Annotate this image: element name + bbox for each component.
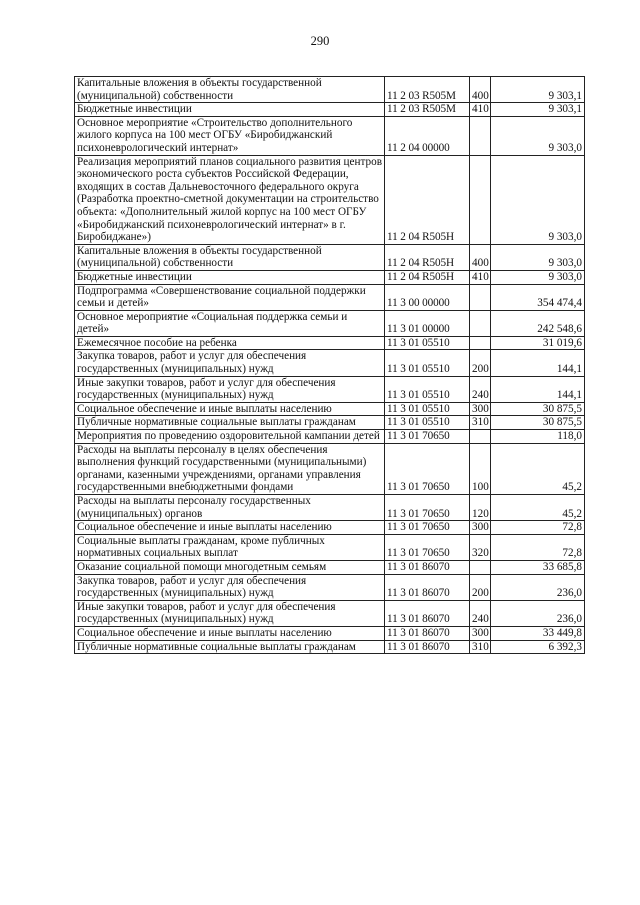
- row-expense-type-cell: [470, 284, 491, 310]
- row-code-cell: 11 2 03 R505M: [385, 103, 470, 117]
- row-expense-type-cell: [470, 155, 491, 244]
- row-code-cell: 11 3 01 05510: [385, 416, 470, 430]
- row-expense-type-cell: 310: [470, 640, 491, 654]
- row-amount-cell: 6 392,3: [491, 640, 585, 654]
- row-expense-type-cell: [470, 116, 491, 155]
- row-expense-type-cell: 200: [470, 350, 491, 376]
- row-name-cell: Социальное обеспечение и иные выплаты населению: [75, 521, 385, 535]
- row-name-cell: Капитальные вложения в объекты государственной (муниципальной) собственности: [75, 244, 385, 270]
- row-name-cell: Расходы на выплаты персоналу в целях обеспечения выполнения функций государственными (муниципальными) органами, казенными учреждениями, органами управления государственными внебюджетными фондами: [75, 443, 385, 494]
- row-name-cell: Мероприятия по проведению оздоровительной кампании детей: [75, 430, 385, 444]
- row-code-cell: 11 3 01 05510: [385, 376, 470, 402]
- table-row: [75, 534, 585, 560]
- row-expense-type-cell: 300: [470, 521, 491, 535]
- row-name-cell: Ежемесячное пособие на ребенка: [75, 336, 385, 350]
- table-row: [75, 155, 585, 244]
- row-expense-type-cell: 400: [470, 244, 491, 270]
- row-expense-type-cell: 410: [470, 103, 491, 117]
- row-amount-cell: 236,0: [491, 574, 585, 600]
- row-code-cell: 11 3 01 05510: [385, 402, 470, 416]
- row-code-cell: 11 3 01 86070: [385, 626, 470, 640]
- row-amount-cell: 45,2: [491, 495, 585, 521]
- row-amount-cell: 30 875,5: [491, 416, 585, 430]
- row-code-cell: 11 2 03 R505M: [385, 77, 470, 103]
- table-row: [75, 626, 585, 640]
- row-name-cell: Социальное обеспечение и иные выплаты населению: [75, 626, 385, 640]
- row-amount-cell: 31 019,6: [491, 336, 585, 350]
- table-row: [75, 116, 585, 155]
- table-row: [75, 521, 585, 535]
- row-expense-type-cell: 400: [470, 77, 491, 103]
- row-amount-cell: 118,0: [491, 430, 585, 444]
- row-amount-cell: 9 303,0: [491, 155, 585, 244]
- row-code-cell: 11 3 01 86070: [385, 560, 470, 574]
- row-expense-type-cell: [470, 336, 491, 350]
- row-expense-type-cell: 310: [470, 416, 491, 430]
- row-amount-cell: 9 303,0: [491, 244, 585, 270]
- row-amount-cell: 33 449,8: [491, 626, 585, 640]
- row-expense-type-cell: 300: [470, 402, 491, 416]
- budget-table: [74, 76, 585, 654]
- row-amount-cell: 30 875,5: [491, 402, 585, 416]
- table-row: [75, 430, 585, 444]
- row-name-cell: Реализация мероприятий планов социального развития центров экономического роста субъектов Российской Федерации, входящих в состав Дальневосточного федерального округа (Разработка проектно-сметной документации на строительство объекта: «Дополнительный жилой корпус на 100 мест ОГБУ «Биробиджанский психоневрологический интернат» в г. Биробиджане»): [75, 155, 385, 244]
- row-expense-type-cell: [470, 430, 491, 444]
- table-row: [75, 443, 585, 494]
- table-row: [75, 640, 585, 654]
- row-amount-cell: 72,8: [491, 534, 585, 560]
- row-code-cell: 11 2 04 R505H: [385, 155, 470, 244]
- row-expense-type-cell: 200: [470, 574, 491, 600]
- row-expense-type-cell: 300: [470, 626, 491, 640]
- row-name-cell: Бюджетные инвестиции: [75, 270, 385, 284]
- row-amount-cell: 9 303,0: [491, 270, 585, 284]
- row-name-cell: Социальное обеспечение и иные выплаты населению: [75, 402, 385, 416]
- budget-table-body: [75, 77, 585, 654]
- row-amount-cell: 144,1: [491, 376, 585, 402]
- row-code-cell: 11 3 01 86070: [385, 640, 470, 654]
- row-name-cell: Публичные нормативные социальные выплаты гражданам: [75, 416, 385, 430]
- table-row: [75, 416, 585, 430]
- table-row: [75, 600, 585, 626]
- row-amount-cell: 72,8: [491, 521, 585, 535]
- row-expense-type-cell: 320: [470, 534, 491, 560]
- row-amount-cell: 9 303,1: [491, 103, 585, 117]
- row-code-cell: 11 3 01 86070: [385, 574, 470, 600]
- row-amount-cell: 242 548,6: [491, 310, 585, 336]
- table-row: [75, 376, 585, 402]
- row-code-cell: 11 3 01 05510: [385, 350, 470, 376]
- row-expense-type-cell: 100: [470, 443, 491, 494]
- table-row: [75, 336, 585, 350]
- table-row: [75, 310, 585, 336]
- table-row: [75, 244, 585, 270]
- row-name-cell: Капитальные вложения в объекты государственной (муниципальной) собственности: [75, 77, 385, 103]
- row-expense-type-cell: [470, 310, 491, 336]
- row-name-cell: Подпрограмма «Совершенствование социальной поддержки семьи и детей»: [75, 284, 385, 310]
- row-code-cell: 11 2 04 R505H: [385, 270, 470, 284]
- row-code-cell: 11 3 00 00000: [385, 284, 470, 310]
- row-expense-type-cell: [470, 560, 491, 574]
- row-name-cell: Социальные выплаты гражданам, кроме публичных нормативных социальных выплат: [75, 534, 385, 560]
- row-name-cell: Основное мероприятие «Социальная поддержка семьи и детей»: [75, 310, 385, 336]
- row-code-cell: 11 2 04 00000: [385, 116, 470, 155]
- row-expense-type-cell: 240: [470, 600, 491, 626]
- row-expense-type-cell: 240: [470, 376, 491, 402]
- row-name-cell: Основное мероприятие «Строительство дополнительного жилого корпуса на 100 мест ОГБУ «Биробиджанский психоневрологический интернат»: [75, 116, 385, 155]
- table-row: [75, 103, 585, 117]
- row-amount-cell: 144,1: [491, 350, 585, 376]
- row-code-cell: 11 3 01 70650: [385, 521, 470, 535]
- row-code-cell: 11 3 01 70650: [385, 430, 470, 444]
- table-row: [75, 270, 585, 284]
- row-amount-cell: 354 474,4: [491, 284, 585, 310]
- row-name-cell: Иные закупки товаров, работ и услуг для обеспечения государственных (муниципальных) нужд: [75, 600, 385, 626]
- table-row: [75, 560, 585, 574]
- table-row: [75, 77, 585, 103]
- row-code-cell: 11 3 01 05510: [385, 336, 470, 350]
- row-code-cell: 11 3 01 70650: [385, 443, 470, 494]
- page-number: 290: [310, 34, 330, 48]
- row-name-cell: Бюджетные инвестиции: [75, 103, 385, 117]
- row-expense-type-cell: 120: [470, 495, 491, 521]
- table-row: [75, 495, 585, 521]
- row-amount-cell: 236,0: [491, 600, 585, 626]
- row-code-cell: 11 3 01 70650: [385, 495, 470, 521]
- table-row: [75, 574, 585, 600]
- row-name-cell: Расходы на выплаты персоналу государственных (муниципальных) органов: [75, 495, 385, 521]
- row-name-cell: Публичные нормативные социальные выплаты гражданам: [75, 640, 385, 654]
- table-row: [75, 284, 585, 310]
- row-name-cell: Иные закупки товаров, работ и услуг для обеспечения государственных (муниципальных) нужд: [75, 376, 385, 402]
- row-code-cell: 11 3 01 70650: [385, 534, 470, 560]
- row-amount-cell: 9 303,0: [491, 116, 585, 155]
- row-amount-cell: 33 685,8: [491, 560, 585, 574]
- row-code-cell: 11 2 04 R505H: [385, 244, 470, 270]
- row-name-cell: Закупка товаров, работ и услуг для обеспечения государственных (муниципальных) нужд: [75, 350, 385, 376]
- row-expense-type-cell: 410: [470, 270, 491, 284]
- row-amount-cell: 9 303,1: [491, 77, 585, 103]
- row-name-cell: Закупка товаров, работ и услуг для обеспечения государственных (муниципальных) нужд: [75, 574, 385, 600]
- table-row: [75, 402, 585, 416]
- row-code-cell: 11 3 01 00000: [385, 310, 470, 336]
- row-amount-cell: 45,2: [491, 443, 585, 494]
- row-code-cell: 11 3 01 86070: [385, 600, 470, 626]
- table-row: [75, 350, 585, 376]
- row-name-cell: Оказание социальной помощи многодетным семьям: [75, 560, 385, 574]
